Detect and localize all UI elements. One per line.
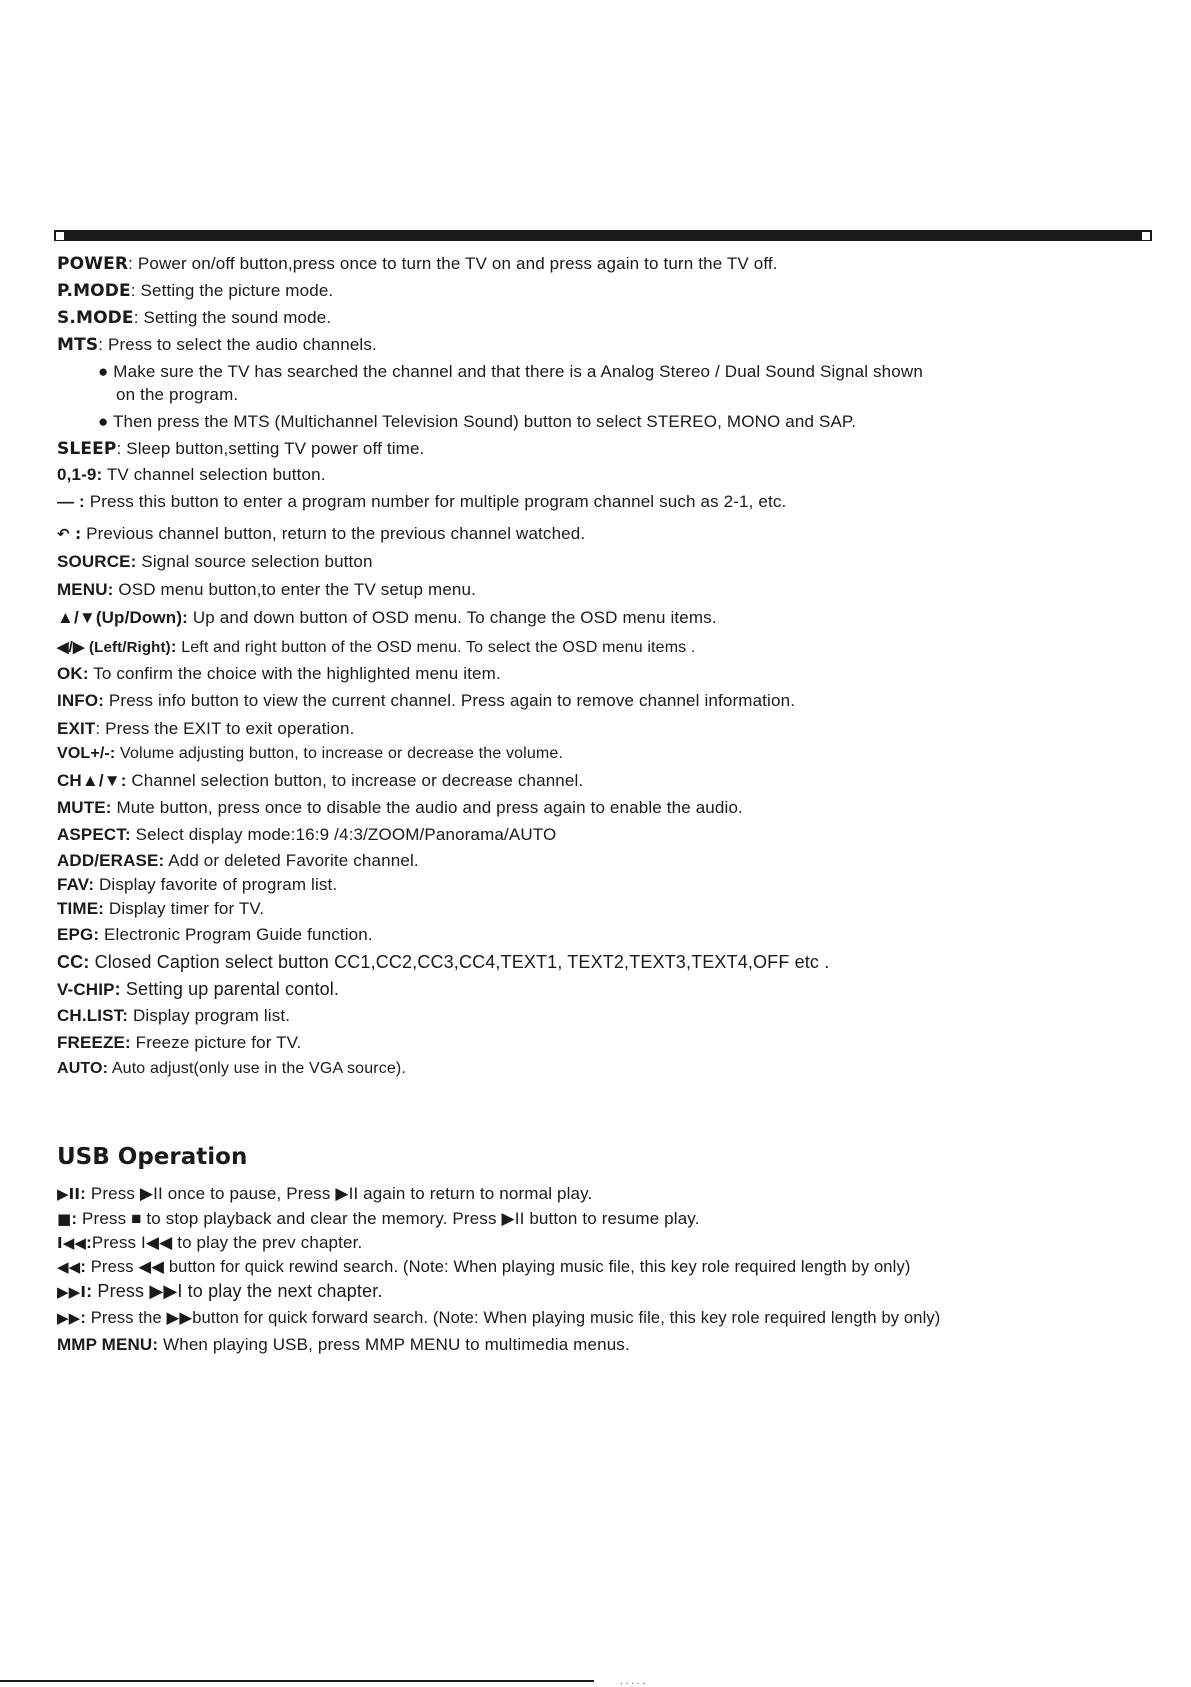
up-down-arrows-icon: ▲/▼(Up/Down) bbox=[57, 608, 183, 627]
entry-auto: AUTO: Auto adjust(only use in the VGA source). bbox=[57, 1060, 406, 1077]
footer-dots: . . . . . bbox=[620, 1676, 646, 1687]
entry-digits: 0,1-9: TV channel selection button. bbox=[57, 465, 326, 484]
entry-sleep: SLEEP: Sleep button,setting TV power off time. bbox=[57, 439, 425, 459]
entry-fav: FAV: Display favorite of program list. bbox=[57, 875, 338, 894]
usb-play-pause: ▶II: Press ▶II once to pause, Press ▶II again to return to normal play. bbox=[57, 1184, 593, 1203]
play-pause-icon: ▶II bbox=[57, 1185, 81, 1203]
left-right-arrows-icon: ◀/▶ (Left/Right) bbox=[57, 639, 171, 656]
entry-ch-up-down: CH▲/▼: Channel selection button, to increase or decrease channel. bbox=[57, 771, 584, 790]
rewind-icon: ◀◀ bbox=[57, 1258, 81, 1276]
entry-ok: OK: To confirm the choice with the highlighted menu item. bbox=[57, 664, 501, 683]
usb-stop: ■: Press ■ to stop playback and clear the memory. Press ▶II button to resume play. bbox=[57, 1209, 700, 1228]
entry-info: INFO: Press info button to view the current channel. Press again to remove channel information. bbox=[57, 691, 796, 710]
usb-fast-forward: ▶▶: Press the ▶▶button for quick forward search. (Note: When playing music file, this key role required length by only) bbox=[57, 1309, 941, 1327]
entry-exit: EXIT: Press the EXIT to exit operation. bbox=[57, 719, 355, 738]
entry-s-mode: S.MODE: Setting the sound mode. bbox=[57, 308, 332, 328]
entry-mute: MUTE: Mute button, press once to disable the audio and press again to enable the audio. bbox=[57, 798, 743, 817]
bullet-dot: ● bbox=[98, 412, 113, 431]
mts-bullet-1: ● Make sure the TV has searched the channel and that there is a Analog Stereo / Dual Sound Signal shown bbox=[98, 362, 923, 381]
entry-left-right: ◀/▶ (Left/Right): Left and right button of the OSD menu. To select the OSD menu items . bbox=[57, 637, 696, 656]
entry-vol: VOL+/-: Volume adjusting button, to increase or decrease the volume. bbox=[57, 745, 564, 762]
entry-power: POWER: Power on/off button,press once to turn the TV on and press again to turn the TV off. bbox=[57, 254, 778, 274]
entry-v-chip: V-CHIP: Setting up parental contol. bbox=[57, 979, 340, 999]
entry-previous-channel: ↶ : Previous channel button, return to the previous channel watched. bbox=[57, 524, 586, 543]
entry-source: SOURCE: Signal source selection button bbox=[57, 552, 373, 571]
bullet-dot: ● bbox=[98, 362, 114, 381]
top-rule-bar bbox=[54, 230, 1152, 241]
entry-aspect: ASPECT: Select display mode:16:9 /4:3/ZOOM/Panorama/AUTO bbox=[57, 825, 557, 844]
mts-bullet-2: ● Then press the MTS (Multichannel Television Sound) button to select STEREO, MONO and SAP. bbox=[98, 412, 857, 431]
usb-mmp-menu: MMP MENU: When playing USB, press MMP MENU to multimedia menus. bbox=[57, 1335, 630, 1354]
stop-icon: ■ bbox=[57, 1210, 72, 1228]
entry-dash: — : Press this button to enter a program number for multiple program channel such as 2-1, etc. bbox=[57, 492, 787, 511]
usb-next-chapter: ▶▶I: Press ▶▶I to play the next chapter. bbox=[57, 1281, 383, 1301]
previous-channel-icon: ↶ : bbox=[57, 525, 82, 543]
entry-up-down: ▲/▼(Up/Down): Up and down button of OSD menu. To change the OSD menu items. bbox=[57, 608, 717, 627]
top-rule-left-cap bbox=[55, 231, 65, 241]
entry-epg: EPG: Electronic Program Guide function. bbox=[57, 925, 373, 944]
entry-mts: MTS: Press to select the audio channels. bbox=[57, 335, 377, 355]
mts-bullet-1-continued: on the program. bbox=[116, 385, 239, 404]
entry-p-mode: P.MODE: Setting the picture mode. bbox=[57, 281, 334, 301]
entry-menu: MENU: OSD menu button,to enter the TV setup menu. bbox=[57, 580, 477, 599]
entry-time: TIME: Display timer for TV. bbox=[57, 899, 265, 918]
entry-freeze: FREEZE: Freeze picture for TV. bbox=[57, 1033, 302, 1052]
next-chapter-icon: ▶▶I bbox=[57, 1283, 87, 1301]
bottom-rule bbox=[0, 1680, 594, 1682]
usb-section-title: USB Operation bbox=[57, 1144, 248, 1170]
entry-ch-list: CH.LIST: Display program list. bbox=[57, 1006, 291, 1025]
entry-add-erase: ADD/ERASE: Add or deleted Favorite channel. bbox=[57, 851, 419, 870]
entry-cc: CC: Closed Caption select button CC1,CC2,CC3,CC4,TEXT1, TEXT2,TEXT3,TEXT4,OFF etc . bbox=[57, 952, 830, 972]
fast-forward-icon: ▶▶ bbox=[57, 1309, 81, 1327]
previous-chapter-icon: I◀◀ bbox=[57, 1234, 87, 1252]
usb-rewind: ◀◀: Press ◀◀ button for quick rewind search. (Note: When playing music file, this key role required length by only) bbox=[57, 1258, 911, 1276]
top-rule-right-cap bbox=[1141, 231, 1151, 241]
usb-prev-chapter: I◀◀:Press I◀◀ to play the prev chapter. bbox=[57, 1233, 363, 1252]
